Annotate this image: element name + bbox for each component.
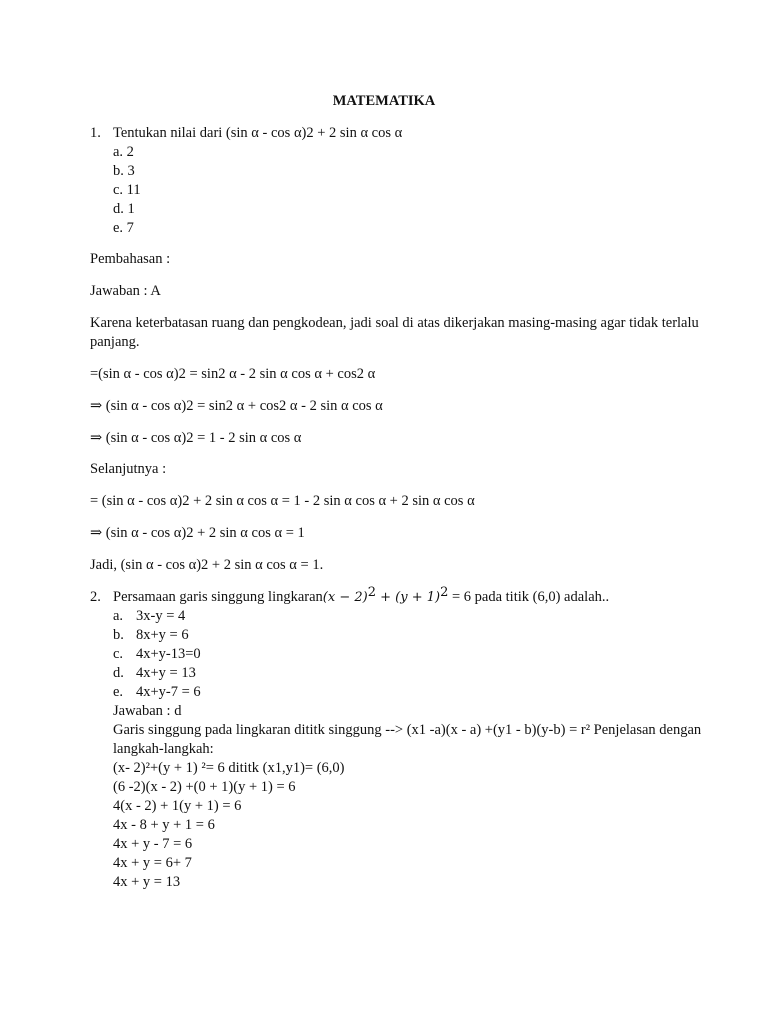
q2-answer: Jawaban : d <box>113 703 182 719</box>
q2-explanation-line-2: langkah-langkah: <box>113 741 214 757</box>
q2-option-c-text: 4x+y-13=0 <box>136 646 201 662</box>
q1-step-3: ⇒ (sin α - cos α)2 = 1 - 2 sin α cos α <box>90 430 302 446</box>
q2-option-e-text: 4x+y-7 = 6 <box>136 684 201 700</box>
question-1-number: 1. <box>90 125 101 141</box>
circle-equation-plus: + <box>375 590 396 605</box>
q2-explanation-line-1: Garis singgung pada lingkaran dititk singgung --> (x1 -a)(x - a) +(y1 - b)(y-b) = r² Penjelasan dengan <box>113 722 702 738</box>
q1-option-e: e. 7 <box>113 220 134 236</box>
document-title: MATEMATIKA <box>332 93 436 109</box>
q2-step-5: 4x + y - 7 = 6 <box>113 836 193 852</box>
q2-option-d-letter: d. <box>113 665 124 681</box>
q2-step-4: 4x - 8 + y + 1 = 6 <box>113 817 215 833</box>
question-2-suffix: = 6 pada titik (6,0) adalah.. <box>448 589 610 605</box>
q1-step-5: ⇒ (sin α - cos α)2 + 2 sin α cos α = 1 <box>90 525 305 541</box>
q1-conclusion: Jadi, (sin α - cos α)2 + 2 sin α cos α = 1. <box>90 557 324 573</box>
q2-option-b-text: 8x+y = 6 <box>136 627 189 643</box>
question-2-prefix: Persamaan garis singgung lingkaran <box>113 589 323 605</box>
q1-option-b: b. 3 <box>113 163 135 179</box>
q1-step-4: = (sin α - cos α)2 + 2 sin α cos α = 1 - 2 sin α cos α + 2 sin α cos α <box>90 493 475 509</box>
q2-option-a-letter: a. <box>113 608 124 624</box>
q1-explanation-line-2: panjang. <box>90 334 140 350</box>
q1-answer: Jawaban : A <box>90 283 161 299</box>
q1-step-2: ⇒ (sin α - cos α)2 = sin2 α + cos2 α - 2 sin α cos α <box>90 398 383 414</box>
circle-equation-x-exponent: 2 <box>367 585 376 600</box>
question-2-number: 2. <box>90 589 101 605</box>
q1-step-1: =(sin α - cos α)2 = sin2 α - 2 sin α cos α + cos2 α <box>90 366 376 382</box>
q1-pembahasan-label: Pembahasan : <box>90 251 171 267</box>
q1-explanation-line-1: Karena keterbatasan ruang dan pengkodean, jadi soal di atas dikerjakan masing-masing agar tidak terlalu <box>90 315 699 331</box>
circle-equation-y-exponent: 2 <box>440 585 449 600</box>
q2-step-6: 4x + y = 6+ 7 <box>113 855 192 871</box>
q1-option-d: d. 1 <box>113 201 135 217</box>
q2-option-b-letter: b. <box>113 627 124 643</box>
q1-selanjutnya-label: Selanjutnya : <box>90 461 167 477</box>
q2-option-e-letter: e. <box>113 684 124 700</box>
q2-step-2: (6 -2)(x - 2) +(0 + 1)(y + 1) = 6 <box>113 779 296 795</box>
question-1-text: Tentukan nilai dari (sin α - cos α)2 + 2 sin α cos α <box>113 125 403 141</box>
circle-equation-y-term: (y + 1) <box>395 590 441 605</box>
q2-option-a-text: 3x-y = 4 <box>136 608 186 624</box>
q1-option-c: c. 11 <box>113 182 141 198</box>
question-2-text <box>113 585 610 607</box>
circle-equation-x-term: (x − 2) <box>322 590 368 605</box>
q2-option-d-text: 4x+y = 13 <box>136 665 196 681</box>
q2-option-c-letter: c. <box>113 646 124 662</box>
q2-step-1: (x- 2)²+(y + 1) ²= 6 dititk (x1,y1)= (6,0) <box>113 760 345 776</box>
q2-step-7: 4x + y = 13 <box>113 874 181 890</box>
q2-step-3: 4(x - 2) + 1(y + 1) = 6 <box>113 798 242 814</box>
q1-option-a: a. 2 <box>113 144 134 160</box>
